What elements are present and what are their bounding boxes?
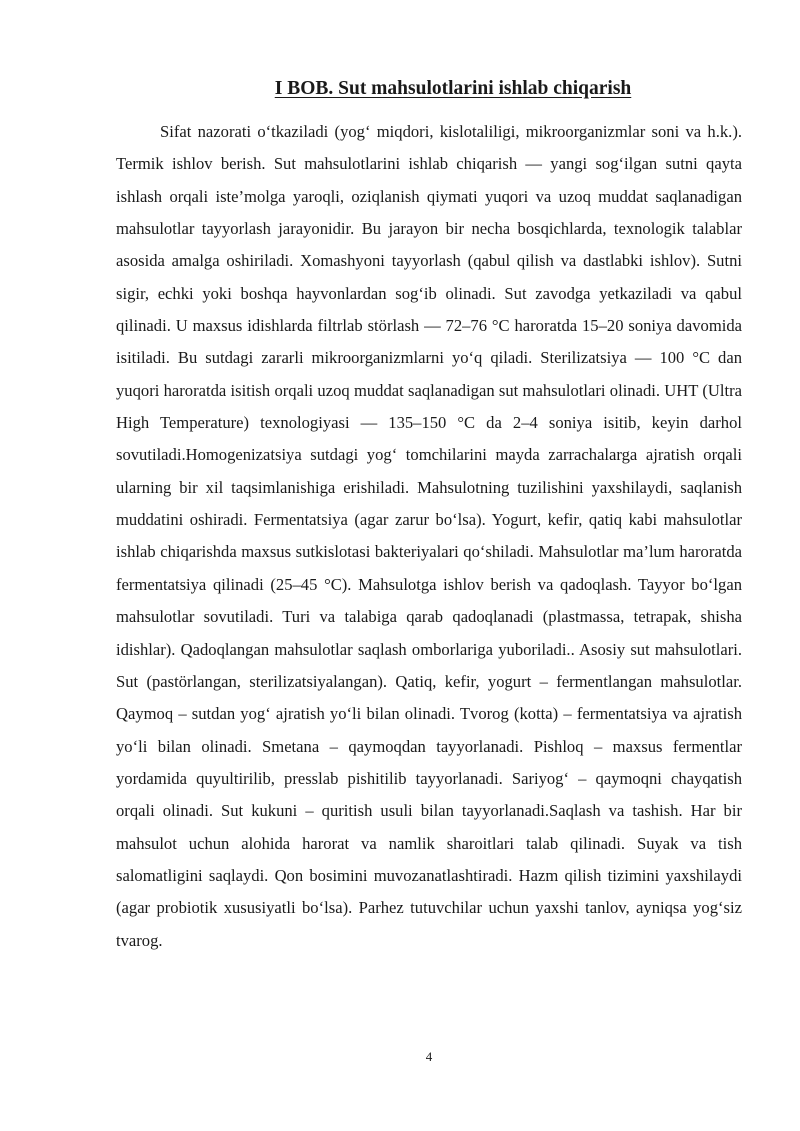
- chapter-heading: I BOB. Sut mahsulotlarini ishlab chiqarish: [274, 78, 632, 99]
- body-paragraph: Sifat nazorati o‘tkaziladi (yog‘ miqdori, kislotaliligi, mikroorganizmlar soni va h.k.). Termik ishlov berish. Sut mahsulotlarini ishlab chiqarish — yangi sog‘ilgan sutni qayta ishlash orqali iste’molga yaroqli, oziqlanish qiymati yuqori va uzoq muddat saqlanadigan mahsulotlar tayyorlash jarayonidir. Bu jarayon bir necha bosqichlarda, texnologik talablar asosida amalga oshiriladi. Xomashyoni tayyorlash (qabul qilish va dastlabki ishlov). Sutni sigir, echki yoki boshqa hayvonlardan sog‘ib olinadi. Sut zavodga yetkaziladi va qabul qilinadi. U maxsus idishlarda filtrlab störlash — 72–76 °C haroratda 15–20 soniya davomida isitiladi. Bu sutdagi zararli mikroorganizmlarni yo‘q qiladi. Sterilizatsiya — 100 °C dan yuqori haroratda isitish orqali uzoq muddat saqlanadigan sut mahsulotlari olinadi. UHT (Ultra High Temperature) texnologiyasi — 135–150 °C da 2–4 soniya isitib, keyin darhol sovutiladi.Homogenizatsiya sutdagi yog‘ tomchilarini mayda zarrachalarga ajratish orqali ularning bir xil taqsimlanishiga erishiladi. Mahsulotning tuzilishini yaxshilaydi, saqlanish muddatini oshiradi. Fermentatsiya (agar zarur bo‘lsa). Yogurt, kefir, qatiq kabi mahsulotlar ishlab chiqarishda maxsus sutkislotasi bakteriyalari qo‘shiladi. Mahsulotlar ma’lum haroratda fermentatsiya qilinadi (25–45 °C). Mahsulotga ishlov berish va qadoqlash. Tayyor bo‘lgan mahsulotlar sovutiladi. Turi va talabiga qarab qadoqlanadi (plastmassa, tetrapak, shisha idishlar). Qadoqlangan mahsulotlar saqlash omborlariga yuboriladi.. Asosiy sut mahsulotlari. Sut (pastörlangan, sterilizatsiyalangan). Qatiq, kefir, yogurt – fermentlangan mahsulotlar. Qaymoq – sutdan yog‘ ajratish yo‘li bilan olinadi. Tvorog (kotta) – fermentatsiya va ajratish yo‘li bilan olinadi. Smetana – qaymoqdan tayyorlanadi. Pishloq – maxsus fermentlar yordamida quyultirilib, presslab pishitilib tayyorlanadi. Sariyog‘ – qaymoqni chayqatish orqali olinadi. Sut kukuni – quritish usuli bilan tayyorlanadi.Saqlash va tashish. Har bir mahsulot uchun alohida harorat va namlik sharoitlari talab qilinadi. Suyak va tish salomatligini saqlaydi. Qon bosimini muvozanatlashtiradi. Hazm qilish tizimini yaxshilaydi (agar probiotik xususiyatli bo‘lsa). Parhez tutuvchilar uchun yaxshi tanlov, ayniqsa yog‘siz tvarog.: [116, 122, 742, 950]
- page-number: 4: [425, 1049, 433, 1064]
